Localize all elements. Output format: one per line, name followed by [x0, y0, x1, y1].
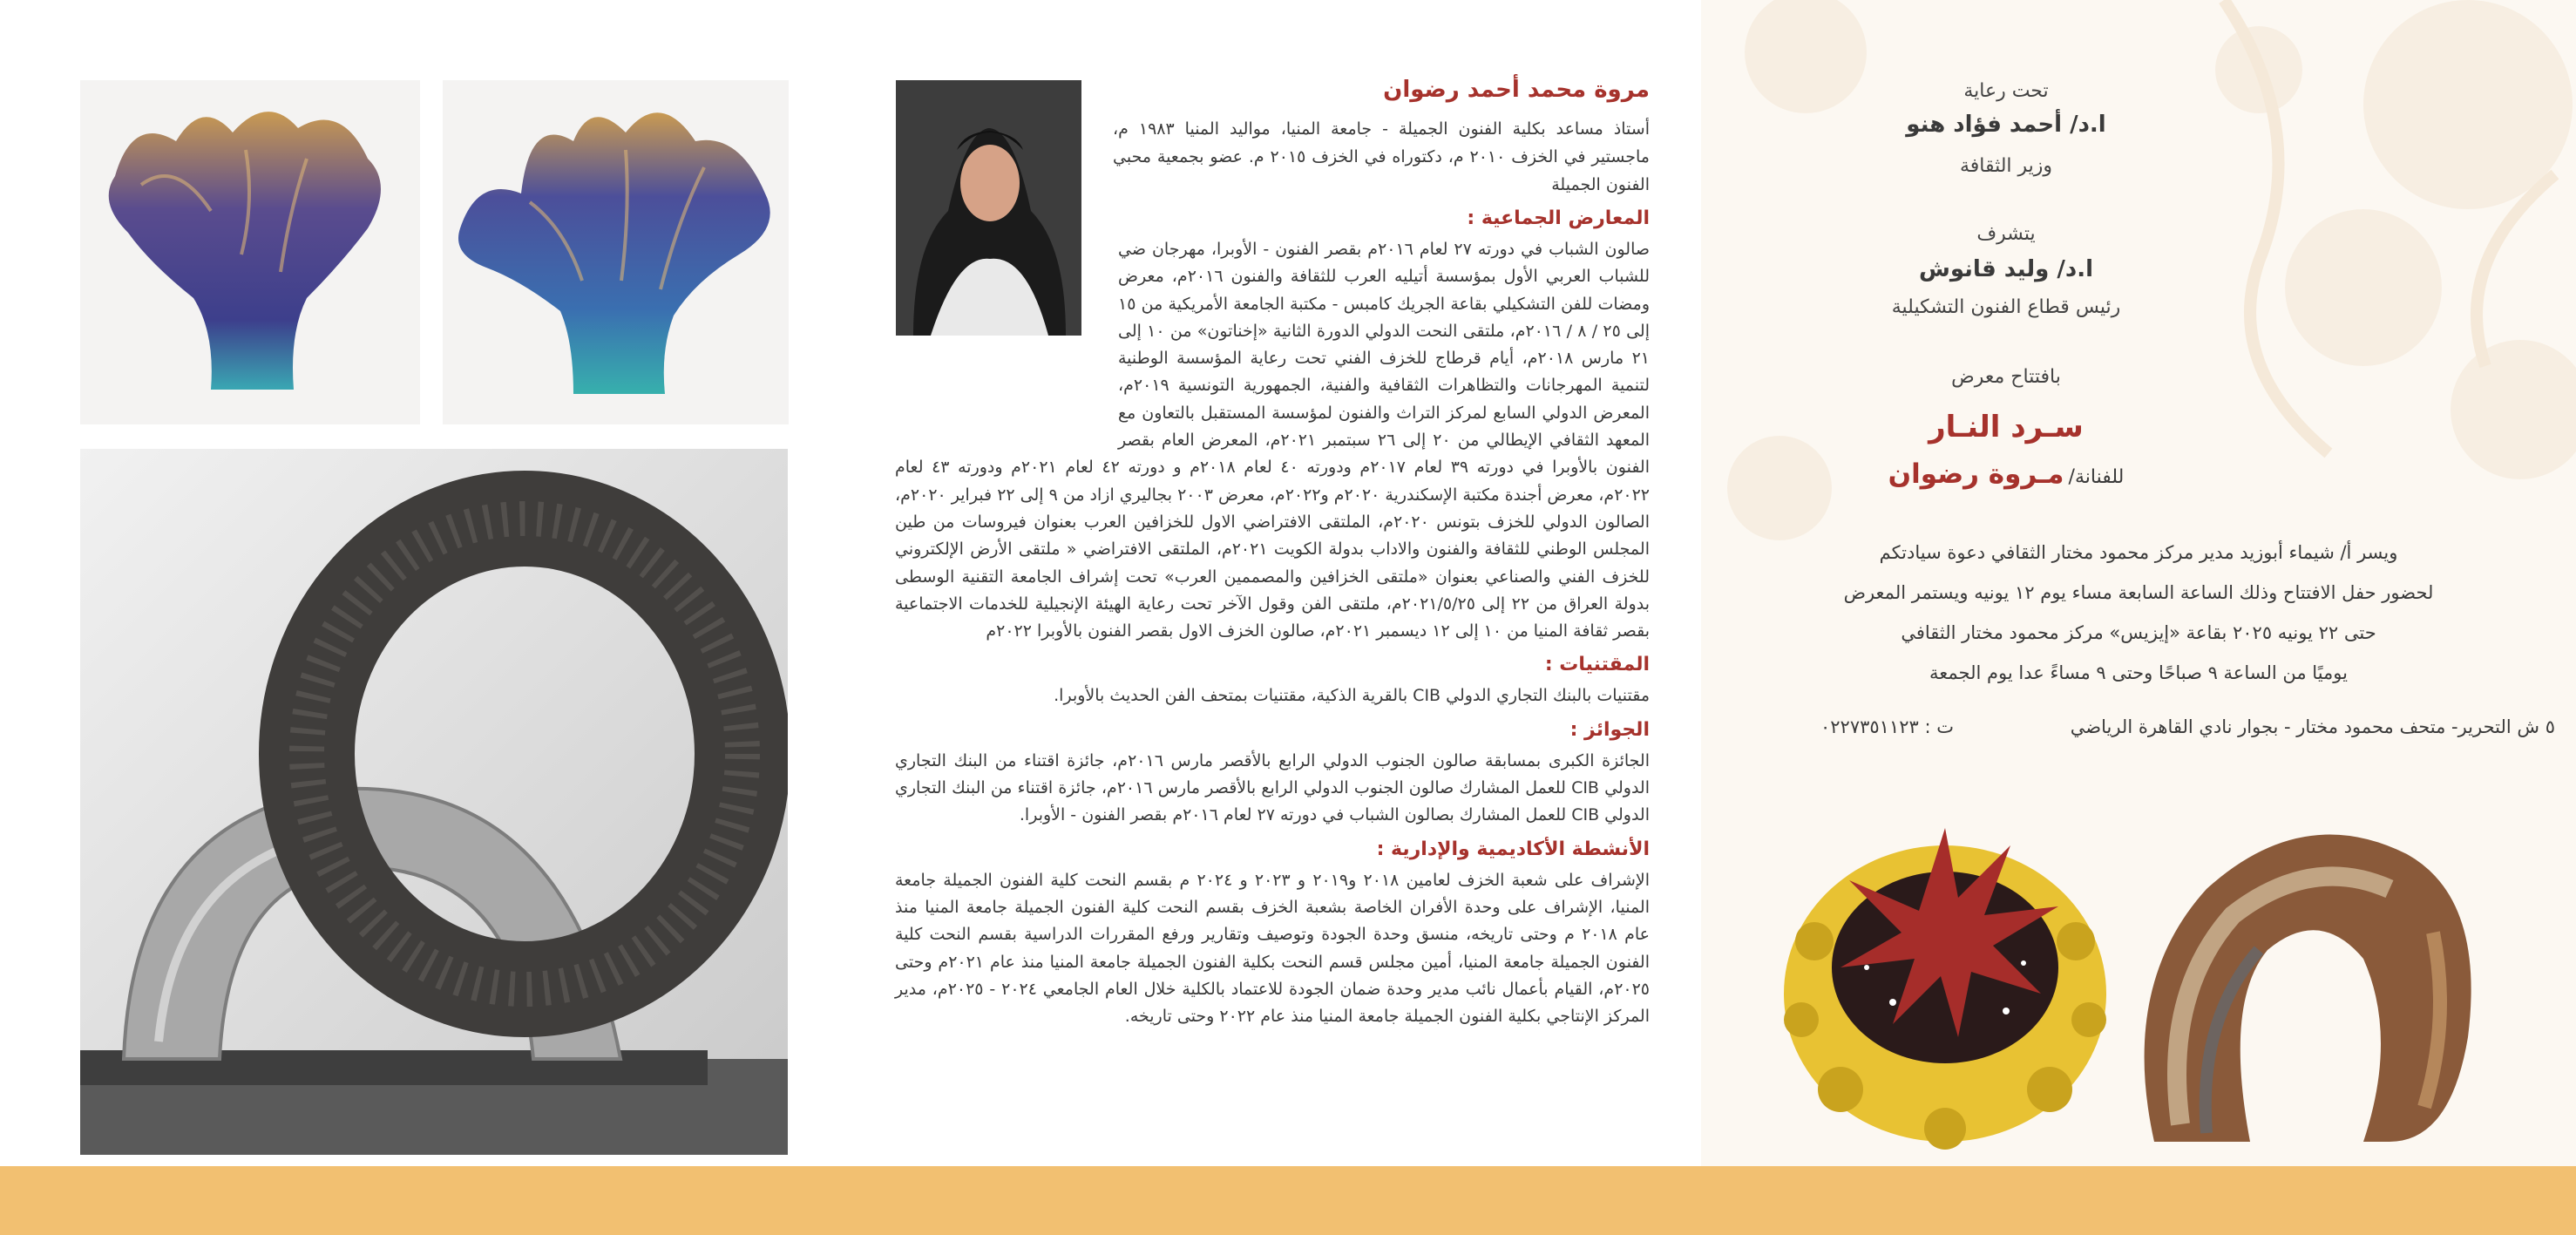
minister-name: ا.د/ أحمد فؤاد هنو	[1906, 112, 2106, 138]
acquisitions-text: مقتنيات بالبنك التجاري الدولي CIB بالقرية الذكية، مقتنيات بمتحف الفن الحديث بالأوبرا.	[1054, 686, 1650, 706]
ceramic-vase-photo-1	[80, 80, 420, 424]
artist-name-heading: مروة محمد أحمد رضوان	[1383, 77, 1650, 103]
sea-urchin-sculpture	[1762, 776, 2128, 1159]
artist-credit	[1701, 458, 2311, 490]
artist-intro: أستاذ مساعد بكلية الفنون الجميلة - جامعة المنيا، مواليد المنيا ١٩٨٣ م، ماجستير في الخزف ٢٠١٠ م، دكتوراه في الخزف ٢٠١٥ م. عضو بجمعية محبي الفنون الجميلة	[1113, 119, 1650, 194]
vase-illustration-2	[443, 80, 789, 424]
sector-head-name: ا.د/ وليد قانوش	[1918, 256, 2093, 282]
academic-text: الإشراف على شعبة الخزف لعامين ٢٠١٨ و٢٠١٩ و ٢٠٢٣ و ٢٠٢٤ م بقسم النحت كلية الفنون الجميلة جامعة المنيا، الإشراف على وحدة الأفران الخاصة بشعبة الخزف بقسم النحت كلية الفنون الجميلة جامعة المنيا منذ عام ٢٠١٨ م وحتى تاريخه، منسق وحدة الجودة وتوصيف وتقارير ورفع المقررات الدراسية بقسم النحت كلية الفنون الجميلة جامعة المنيا، أمين مجلس قسم النحت بكلية الفنون الجميلة جامعة المنيا منذ عام ٢٠٢١م وحتى ٢٠٢٥م، القيام بأعمال نائب مدير وحدة ضمان الجودة للاعتماد بالكلية خلال العام الجامعي ٢٠٢٤ - ٢٠٢٥م، مدير المركز الإنتاجي بكلية الفنون الجميلة جامعة المنيا منذ عام ٢٠٢٢ وحتى تاريخه.	[895, 870, 1651, 1027]
bottom-color-band	[0, 1166, 2576, 1235]
portrait-spacer	[895, 236, 1118, 430]
invitation-artist-name: مـروة رضوان	[1888, 458, 2064, 490]
venue-phone: ت : ٠٢٢٧٣٥١١٢٣	[1820, 716, 1954, 737]
acquisitions-heading: المقتنيات :	[1544, 654, 1650, 676]
venue-address: ٥ ش التحرير- متحف محمود مختار - بجوار نادي القاهرة الرياضي	[2070, 716, 2555, 737]
academic-heading: الأنشطة الأكاديمية والإدارية :	[1376, 838, 1650, 860]
exhibition-title: سـرد النـار	[1929, 410, 2084, 444]
awards-text: الجائزة الكبرى بمسابقة صالون الجنوب الدولي الرابع بالأقصر مارس ٢٠١٦م، جائزة اقتناء من البنك التجاري الدولي CIB للعمل المشارك صالون الجنوب الدولي الرابع بالأقصر مارس ٢٠١٦م، جائزة اقتناء من البنك التجاري الدولي CIB للعمل المشارك بصالون الشباب في دورته ٢٧ لعام ٢٠١٦م بقصر الفنون - الأوبرا.	[895, 750, 1651, 825]
sector-head-title: رئيس قطاع الفنون التشكيلية	[1891, 296, 2121, 318]
invitation-line-4: يوميًا من الساعة ٩ صباحًا وحتى ٩ مساءً عدا يوم الجمعة	[1929, 662, 2348, 683]
honor-label: يتشرف	[1976, 223, 2036, 245]
ceramic-vase-photo-2	[443, 80, 789, 424]
opening-label: بافتتاح معرض	[1951, 366, 2061, 388]
arch-sculpture-illustration	[80, 449, 788, 1155]
invitation-panel	[1701, 0, 2576, 1166]
artist-prefix: للفنانة/	[2068, 466, 2125, 488]
minister-title: وزير الثقافة	[1959, 155, 2053, 177]
group-exhibitions-heading: المعارض الجماعية :	[1467, 207, 1650, 229]
patronage-label: تحت رعاية	[1963, 80, 2049, 102]
vase-illustration-1	[80, 80, 420, 424]
invitation-line-1: ويسر أ/ شيماء أبوزيد مدير مركز محمود مختار الثقافي دعوة سيادتكم	[1879, 542, 2398, 563]
group-exhibitions-text: صالون الشباب في دورته ٢٧ لعام ٢٠١٦م بقصر الفنون - الأوبرا، مهرجان ضي للشباب العربي الأول بمؤسسة أتيليه العرب للثقافة والفنون ٢٠١٦م، معرض ومضات للفن التشكيلي بقاعة الجريك كامبس - مكتبة الجامعة الأمريكية من ١٥ إلى ٢٥ / ٨ / ٢٠١٦م، ملتقى النحت الدولي الدورة الثانية «إخناتون» من ١٠ إلى ٢١ مارس ٢٠١٨م، أيام قرطاج للخزف الفني تحت رعاية المؤسسة الوطنية لتنمية المهرجانات والتظاهرات الثقافية والفنية، الجمهورية التونسية ٢٠١٩م، المعرض الدولي السابع لمركز التراث والفنون لمؤسسة المستقبل بالتعاون مع المعهد الثقافي الإيطالي من ٢٠ إلى ٢٦ سبتمبر ٢٠٢١م، المعرض العام بقصر الفنون بالأوبرا في دورته ٣٩ لعام ٢٠١٧م ودورته ٤٠ لعام ٢٠١٨م و دورته ٤٢ لعام ٢٠٢١م ودورته ٤٣ لعام ٢٠٢٢م، معرض أجندة مكتبة الإسكندرية ٢٠٢٠م و٢٠٢٢م، معرض ٢٠٠٣ بجاليري ازاد من ٩ إلى ٢٢ فبراير ٢٠٢٠م، الصالون الدولي للخزف بتونس ٢٠٢٠م، الملتقى الافتراضي الاول للخزافين العرب بعنوان فيروسات من طين المجلس الوطني للثقافة والفنون والاداب بدولة الكويت ٢٠٢١م، الملتقى الافتراضي « ملتقى الأرض الإلكتروني للخزف الفني والصناعي بعنوان «ملتقى الخزافين والمصممين العرب» تحت إشراف الجامعة التقنية الوسطى بدولة العراق من ٢٢ إلى ٢٠٢١/٥/٢٥م، ملتقى الفن وقول الآخر تحت رعاية الهيئة الإنجيلية للخدمات الاجتماعية بقصر ثقافة المنيا من ١٠ إلى ١٢ ديسمبر ٢٠٢١م، صالون الخزف الاول بقصر الفنون بالأوبرا ٢٠٢٢م	[895, 240, 1651, 641]
invitation-line-3: حتى ٢٢ يونيه ٢٠٢٥ بقاعة «إيزيس» مركز محمود مختار الثقافي	[1901, 622, 2376, 643]
arch-sculpture-photo	[80, 449, 788, 1155]
invitation-line-2: لحضور حفل الافتتاح وذلك الساعة السابعة مساء يوم ١٢ يونيه ويستمر المعرض	[1843, 582, 2434, 603]
artist-biography	[895, 77, 1650, 1039]
awards-heading: الجوائز :	[1569, 718, 1650, 741]
spiral-shell-sculpture	[2102, 776, 2503, 1159]
